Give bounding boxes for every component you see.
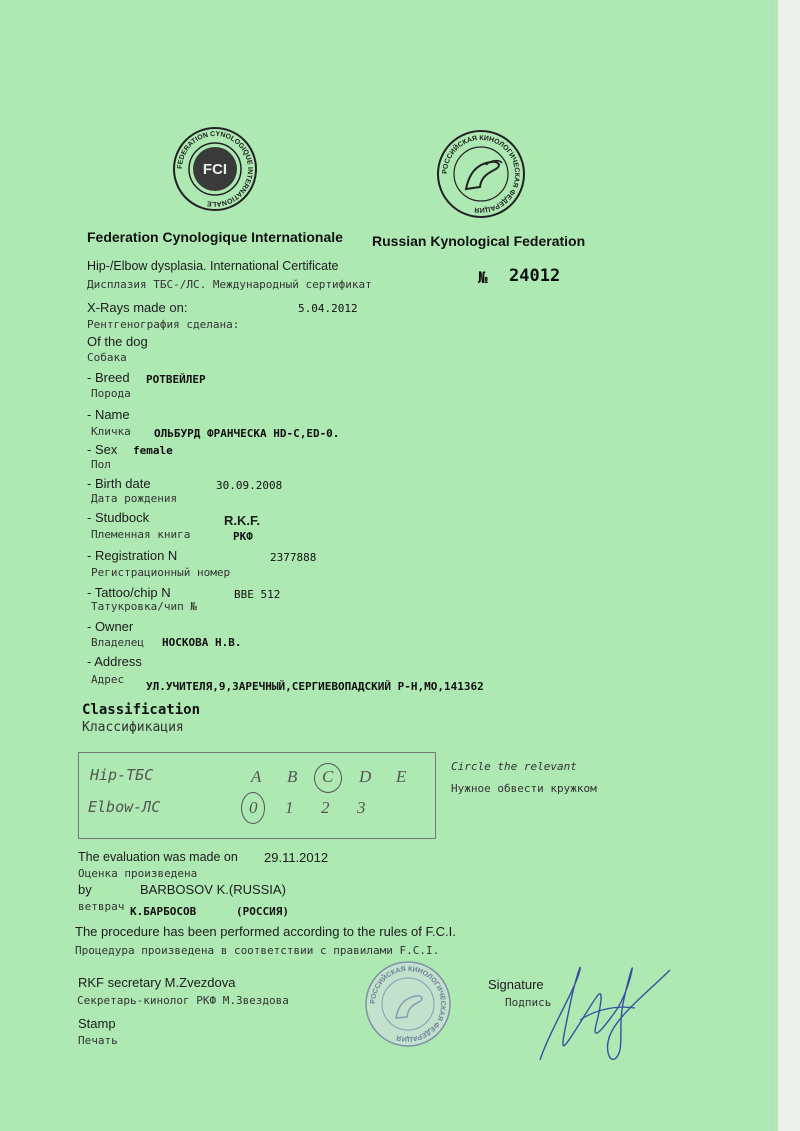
name-label-ru: Кличка [91, 425, 131, 438]
sex-value: female [133, 444, 173, 457]
address-label-ru: Адрес [91, 673, 125, 686]
svg-text:FEDERATION CYNOLOGIQUE INTERNA: FEDERATION CYNOLOGIQUE INTERNATIONALE [176, 130, 254, 208]
rkf-logo-icon [436, 129, 526, 219]
elbow-grade-3[interactable]: 3 [357, 798, 366, 817]
stamp-label-en: Stamp [78, 1016, 116, 1031]
signature-scribble-icon [520, 950, 690, 1070]
certificate-title-en: Hip-/Elbow dysplasia. International Certificate [87, 259, 339, 273]
evaluation-label-en: The evaluation was made on [78, 850, 238, 864]
studbook-value-en: R.K.F. [224, 513, 261, 528]
birth-label-en: - Birth date [87, 476, 151, 491]
certificate-number-label: № [478, 268, 488, 287]
svg-text:РОССИЙСКАЯ КИНОЛОГИЧЕСКАЯ ФЕДЕ: РОССИЙСКАЯ КИНОЛОГИЧЕСКАЯ ФЕДЕРАЦИЯ [369, 965, 447, 1043]
dog-label-en: Of the dog [87, 334, 148, 349]
owner-label-ru: Владелец [91, 636, 144, 649]
registration-value: 2377888 [270, 551, 317, 564]
secretary-ru: Секретарь-кинолог РКФ М.Звездова [77, 994, 289, 1007]
stamp-label-ru: Печать [78, 1034, 118, 1047]
fci-org-name: Federation Cynologique Internationale [87, 229, 343, 245]
procedure-ru: Процедура произведена в соответствии с правилами F.C.I. [75, 944, 440, 957]
dog-label-ru: Собака [87, 351, 127, 364]
elbow-grade-0[interactable]: 0 [249, 798, 258, 817]
certificate-title-ru: Дисплазия ТБС-/ЛС. Международный сертификат [87, 278, 372, 291]
signature-label-en: Signature [488, 977, 544, 992]
breed-label-ru: Порода [91, 387, 131, 400]
scanner-margin [778, 0, 800, 1131]
owner-label-en: - Owner [87, 619, 134, 634]
evaluation-date: 29.11.2012 [264, 850, 329, 865]
hip-grade-c[interactable]: C [322, 767, 334, 786]
elbow-label: Elbow-ЛС [88, 798, 161, 816]
xray-label-ru: Рентгенография сделана: [87, 318, 240, 331]
hip-selected-circle [314, 763, 342, 793]
name-label-en: - Name [87, 407, 130, 422]
evaluation-by-ru: ветврач [78, 900, 125, 913]
tattoo-value: BBE 512 [234, 588, 281, 601]
svg-text:РОССИЙСКАЯ КИНОЛОГИЧЕСКАЯ ФЕДЕ: РОССИЙСКАЯ КИНОЛОГИЧЕСКАЯ ФЕДЕРАЦИЯ [441, 134, 521, 214]
birth-label-ru: Дата рождения [91, 492, 178, 505]
hip-grade-e[interactable]: E [396, 767, 407, 786]
owner-value: НОСКОВА Н.В. [162, 636, 242, 649]
studbook-value-ru: РКФ [233, 530, 253, 543]
tattoo-label-en: - Tattoo/chip N [87, 585, 171, 600]
hip-label: Hip-ТБС [90, 766, 154, 784]
hip-grade-d[interactable]: D [359, 767, 372, 786]
circle-note-ru: Нужное обвести кружком [451, 782, 597, 795]
elbow-grade-1[interactable]: 1 [285, 798, 294, 817]
rkf-org-name: Russian Kynological Federation [372, 233, 586, 249]
procedure-en: The procedure has been performed according to the rules of F.C.I. [75, 924, 456, 939]
address-label-en: - Address [87, 654, 142, 669]
breed-label-en: - Breed [87, 370, 130, 385]
xray-label-en: X-Rays made on: [87, 300, 188, 315]
tattoo-label-ru: Татукровка/чип № [91, 600, 197, 613]
xray-date: 5.04.2012 [298, 302, 358, 315]
fci-logo-icon [172, 126, 258, 212]
classification-title-ru: Классификация [82, 720, 184, 735]
studbook-label-ru: Племенная книга [91, 528, 191, 541]
elbow-grade-2[interactable]: 2 [321, 798, 330, 817]
svg-text:FCI: FCI [202, 161, 228, 178]
evaluation-vet-en: BARBOSOV K.(RUSSIA) [140, 882, 286, 897]
evaluation-by-en: by [78, 882, 92, 897]
sex-label-ru: Пол [91, 458, 111, 471]
certificate-number: 24012 [509, 266, 561, 286]
elbow-selected-circle [241, 792, 265, 824]
registration-label-ru: Регистрационный номер [91, 566, 231, 579]
page-edge-shadow [772, 0, 774, 1131]
circle-note-en: Circle the relevant [451, 760, 577, 773]
evaluation-vet-ru-country: (РОССИЯ) [236, 905, 289, 918]
classification-title-en: Classification [82, 702, 201, 718]
evaluation-vet-ru: К.БАРБОСОВ [130, 905, 197, 918]
birth-value: 30.09.2008 [216, 479, 283, 492]
registration-label-en: - Registration N [87, 548, 178, 563]
sex-label-en: - Sex [87, 442, 118, 457]
evaluation-label-ru: Оценка произведена [78, 867, 198, 880]
name-value: ОЛЬБУРД ФРАНЧЕСКА HD-C,ED-0. [154, 427, 340, 440]
address-value: УЛ.УЧИТЕЛЯ,9,ЗАРЕЧНЫЙ,СЕРГИЕВОПАДСКИЙ Р-Н,МО,141362 [146, 680, 484, 693]
hip-grade-a[interactable]: A [251, 767, 262, 786]
secretary-en: RKF secretary M.Zvezdova [78, 975, 236, 990]
studbook-label-en: - Studbock [87, 510, 150, 525]
rkf-stamp-icon [364, 960, 452, 1048]
signature-label-ru: Подпись [505, 996, 552, 1009]
breed-value: РОТВЕЙЛЕР [146, 373, 206, 386]
hip-grade-b[interactable]: B [287, 767, 298, 786]
